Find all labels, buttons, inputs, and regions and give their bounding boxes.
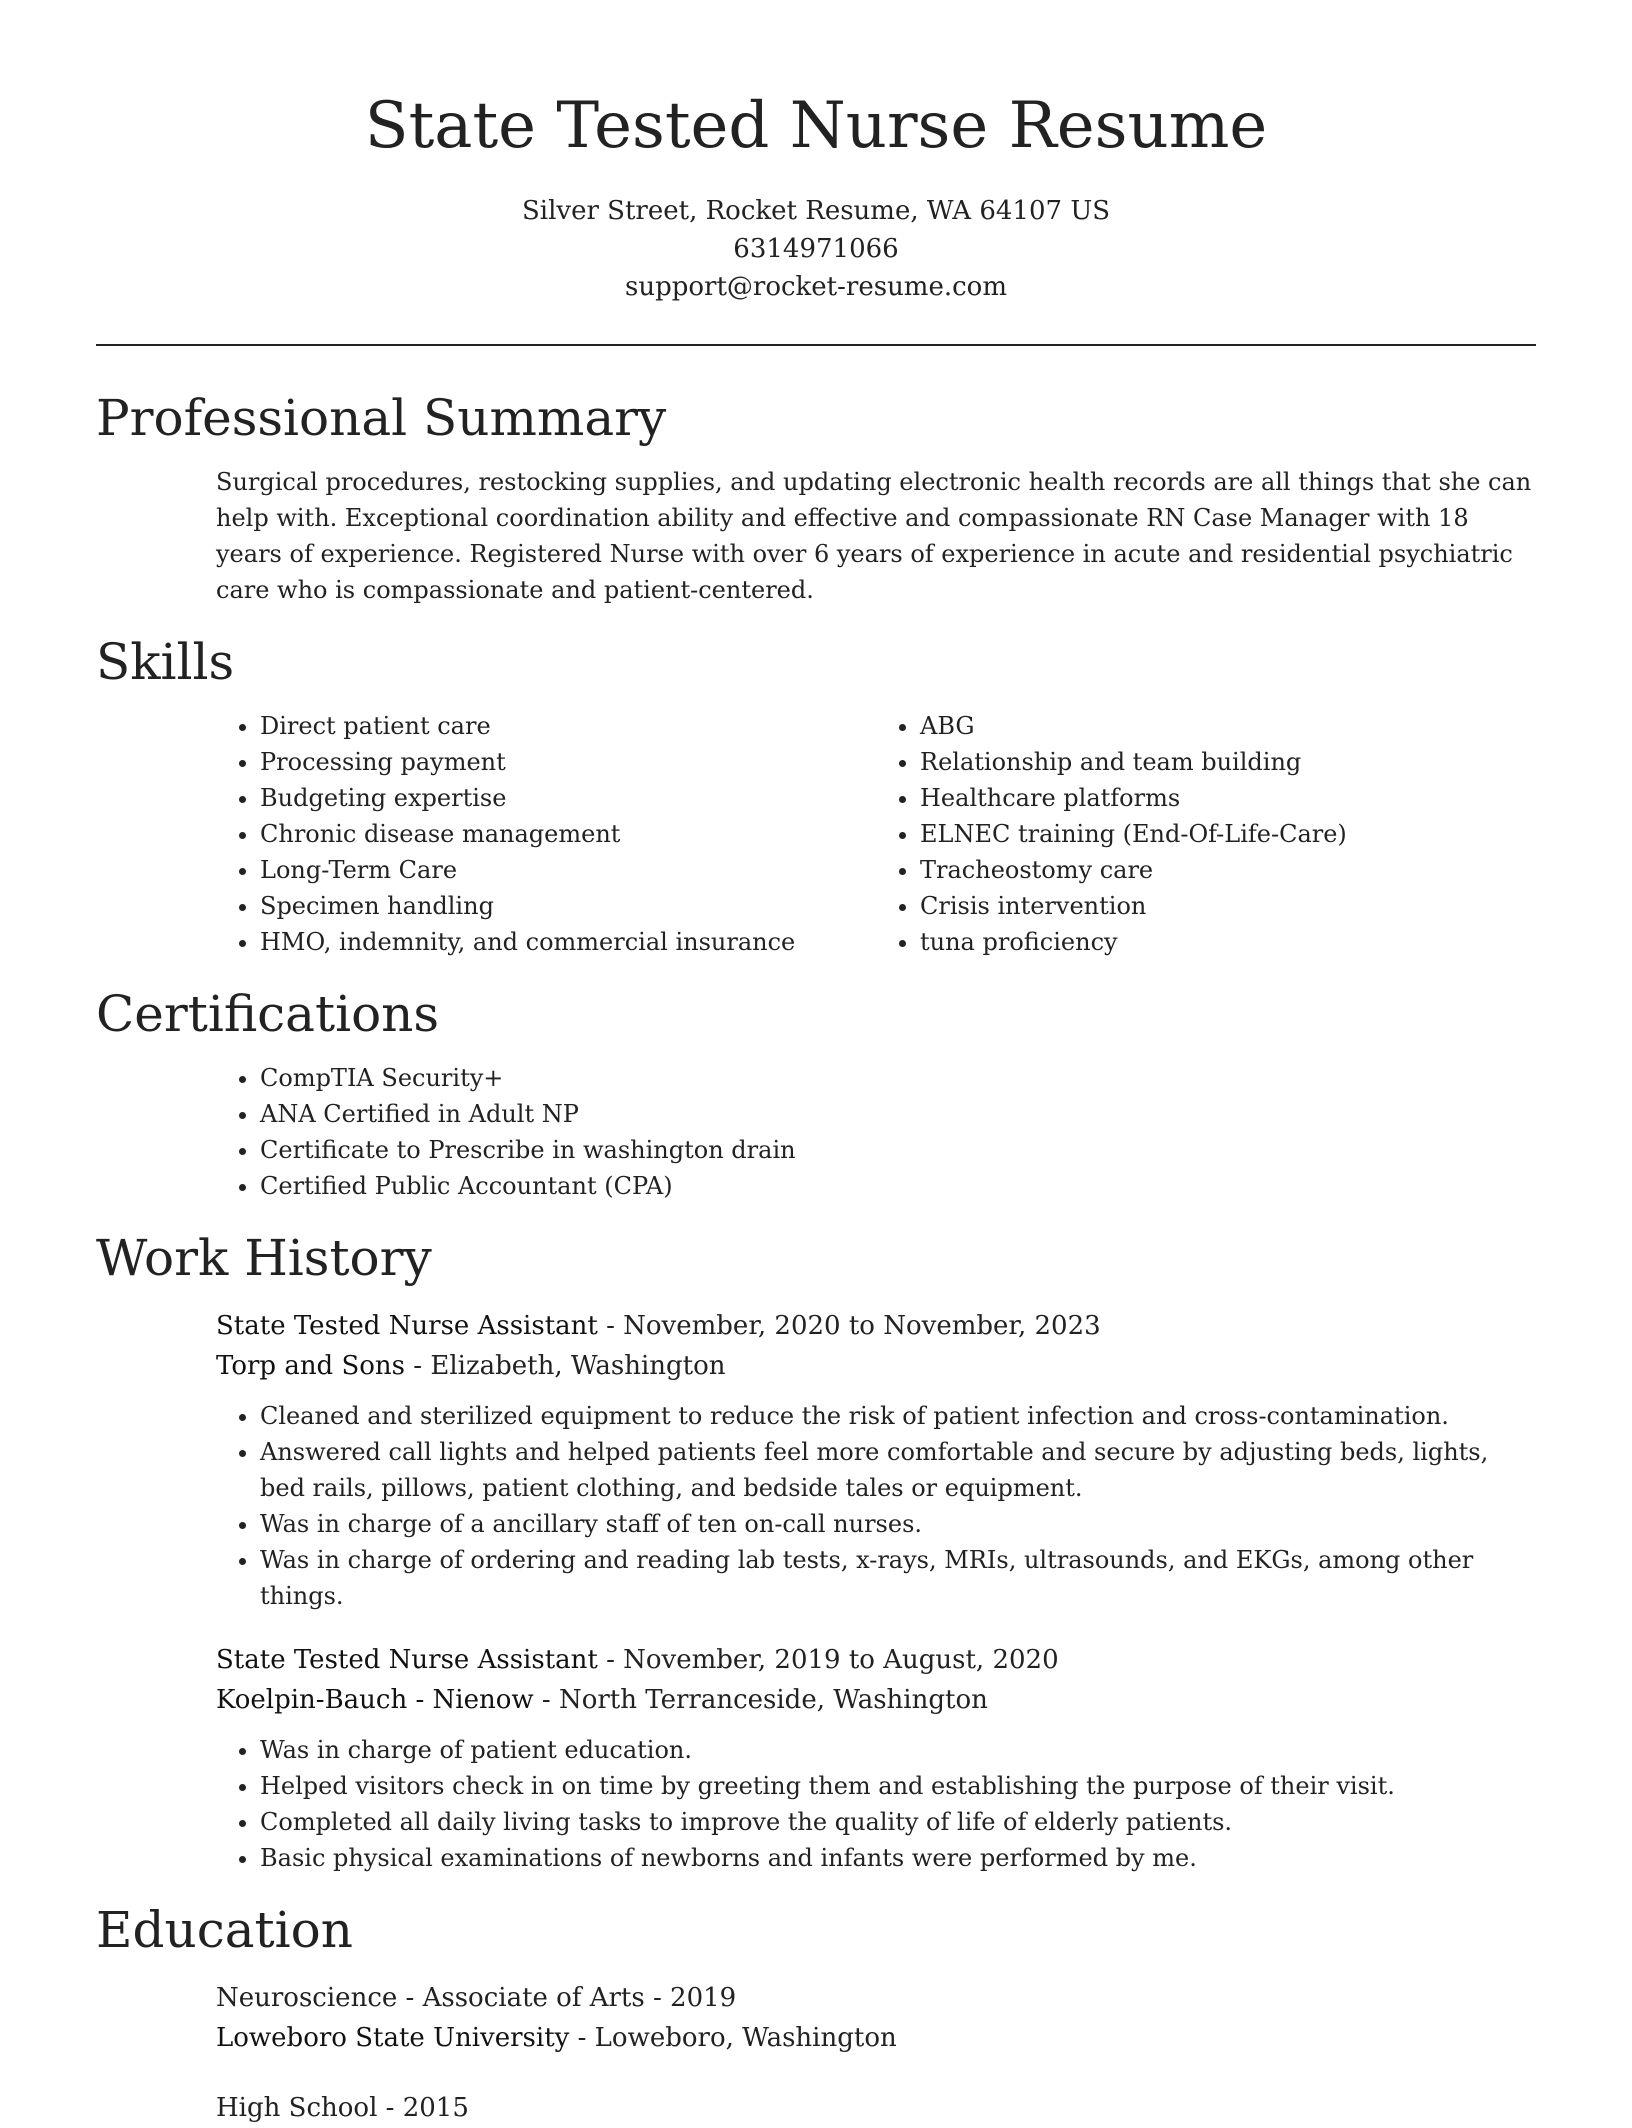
job-dates: - November, 2020 to November, 2023: [597, 1311, 1101, 1341]
job-title-line: [216, 1640, 1536, 1680]
certifications-section: [96, 982, 1536, 1204]
work-history-heading: Work History: [96, 1229, 432, 1287]
job-company: Torp and Sons: [216, 1351, 406, 1381]
job-position: State Tested Nurse Assistant: [216, 1311, 598, 1341]
job-duty: • Was in charge of a ancillary staff of ten on-call nurses.: [260, 1506, 1536, 1542]
education-location: - Loweboro, Washington: [569, 2023, 897, 2053]
job-title-line: [216, 1306, 1536, 1346]
skills-section: [96, 630, 1536, 960]
education-entry: [216, 2088, 1536, 2128]
education-degree: Neuroscience - Associate of Arts - 2019: [216, 1983, 737, 2013]
contact-block: [96, 192, 1536, 306]
job-duty: • Cleaned and sterilized equipment to reduce the risk of patient infection and cross-contamination.: [260, 1398, 1536, 1434]
skill-item: • HMO, indemnity, and commercial insurance: [260, 924, 876, 960]
skill-item: • ABG: [920, 708, 1536, 744]
certification-item: • Certificate to Prescribe in washington drain: [260, 1132, 1536, 1168]
skills-heading: Skills: [96, 633, 235, 691]
education-entry: [216, 1978, 1536, 2058]
job-duty: • Was in charge of patient education.: [260, 1732, 1536, 1768]
skill-item: • Budgeting expertise: [260, 780, 876, 816]
job-duty: • Answered call lights and helped patients feel more comfortable and secure by adjusting beds, lights, bed rails, pillows, patient clothing, and bedside tales or equipment.: [260, 1434, 1536, 1506]
job-entry: [216, 1640, 1536, 1876]
education-heading: Education: [96, 1901, 353, 1959]
header-divider: [96, 344, 1536, 346]
job-duty: • Was in charge of ordering and reading lab tests, x-rays, MRIs, ultrasounds, and EKGs, among other things.: [260, 1542, 1536, 1614]
job-duties-list: [216, 1398, 1536, 1614]
job-company: Koelpin-Bauch - Nienow: [216, 1685, 534, 1715]
skill-item: • Direct patient care: [260, 708, 876, 744]
summary-section: [96, 386, 1536, 608]
education-section: [96, 1898, 1536, 2128]
job-position: State Tested Nurse Assistant: [216, 1645, 598, 1675]
work-history-section: [96, 1226, 1536, 1876]
summary-text: Surgical procedures, restocking supplies, and updating electronic health records are all things that she can help with. Exceptional coordination ability and effective and compassionate RN Case Manager with 18 years of experience. Registered Nurse with over 6 years of experience in acute and residential psychiatric care who is compassionate and patient-centered.: [216, 468, 1532, 604]
job-entry: [216, 1306, 1536, 1614]
skills-grid: [96, 694, 1536, 960]
skill-item: • Relationship and team building: [920, 744, 1536, 780]
education-degree: High School - 2015: [216, 2093, 469, 2123]
job-dates: - November, 2019 to August, 2020: [597, 1645, 1059, 1675]
skill-item: • ELNEC training (End-Of-Life-Care): [920, 816, 1536, 852]
job-company-line: [216, 1680, 1536, 1720]
certification-item: • ANA Certified in Adult NP: [260, 1096, 1536, 1132]
job-duty: • Basic physical examinations of newborns and infants were performed by me.: [260, 1840, 1536, 1876]
job-location: - Elizabeth, Washington: [405, 1351, 726, 1381]
skills-left-list: [216, 708, 876, 960]
skill-item: • Processing payment: [260, 744, 876, 780]
job-duty: • Completed all daily living tasks to improve the quality of life of elderly patients.: [260, 1804, 1536, 1840]
skill-item: • Chronic disease management: [260, 816, 876, 852]
job-company-line: [216, 1346, 1536, 1386]
skill-item: • Crisis intervention: [920, 888, 1536, 924]
skill-item: • tuna proficiency: [920, 924, 1536, 960]
job-duty: • Helped visitors check in on time by greeting them and establishing the purpose of their visit.: [260, 1768, 1536, 1804]
resume-title: State Tested Nurse Resume: [364, 89, 1268, 163]
skill-item: • Specimen handling: [260, 888, 876, 924]
contact-phone: 6314971066: [733, 234, 899, 264]
job-duties-list: [216, 1732, 1536, 1876]
skills-right-list: [876, 708, 1536, 960]
job-location: - North Terranceside, Washington: [533, 1685, 988, 1715]
resume-header: [96, 0, 1536, 306]
skill-item: • Tracheostomy care: [920, 852, 1536, 888]
certifications-heading: Certifications: [96, 985, 440, 1043]
certification-item: • CompTIA Security+: [260, 1060, 1536, 1096]
skill-item: • Healthcare platforms: [920, 780, 1536, 816]
education-school: Loweboro State University: [216, 2023, 570, 2053]
contact-email: support@rocket-resume.com: [624, 272, 1007, 302]
certification-item: • Certified Public Accountant (CPA): [260, 1168, 1536, 1204]
certifications-list: [216, 1060, 1536, 1204]
summary-heading: Professional Summary: [96, 389, 667, 447]
skill-item: • Long-Term Care: [260, 852, 876, 888]
education-school-line: [216, 2018, 1536, 2058]
contact-address: Silver Street, Rocket Resume, WA 64107 US: [521, 196, 1111, 226]
